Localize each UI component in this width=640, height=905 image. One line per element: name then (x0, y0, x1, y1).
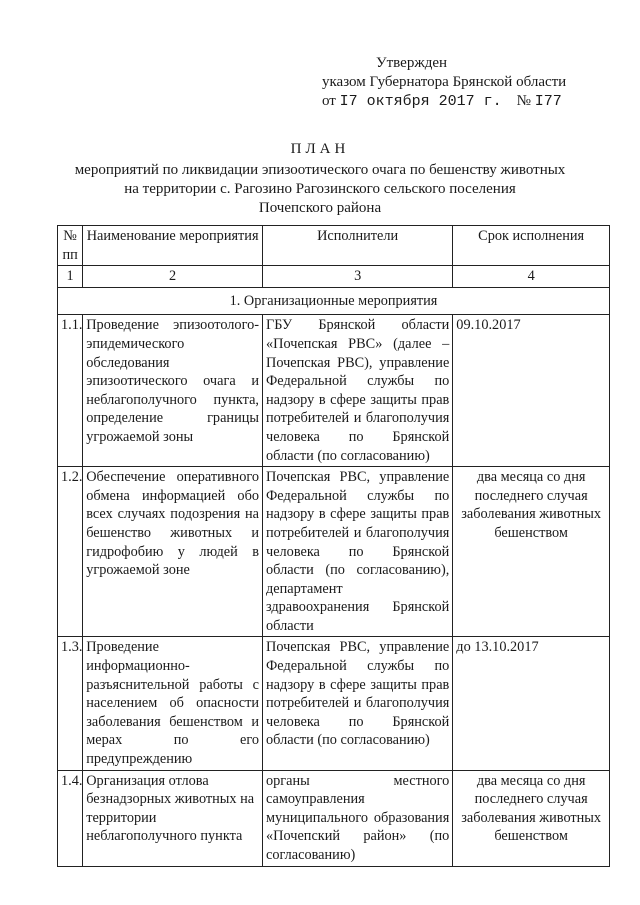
row-number: 1.2. (58, 467, 83, 637)
row-deadline: два месяца со дня последнего случая заболевания животных бешенством (453, 770, 610, 866)
table-row (58, 467, 610, 637)
section-title: 1. Организационные мероприятия (58, 287, 610, 315)
table-row (58, 637, 610, 770)
section-row (58, 287, 610, 315)
row-name: Обеспечение оперативного обмена информацией обо всех случаях подозрения на бешенство животных и гидрофобию у людей в угрожаемой зоне (83, 467, 263, 637)
plan-heading: ПЛАН (290, 141, 350, 157)
approval-number: I77 (534, 93, 562, 110)
row-deadline: 09.10.2017 (453, 315, 610, 467)
title-line-2: на территории с. Рагозино Рагозинского сельского поселения (124, 181, 516, 197)
header-num: № пп (58, 226, 83, 266)
header-deadline: Срок исполнения (453, 226, 610, 266)
row-executors: ГБУ Брянской области «Почепская РВС» (далее – Почепская РВС), управление Федеральной службы по надзору в сфере защиты прав потребителей и благополучия человека по Брянской области (по согласованию) (263, 315, 453, 467)
approval-date-line (322, 92, 622, 111)
approval-decree: указом Губернатора Брянской области (322, 74, 567, 90)
row-executors: Почепская РВС, управление Федеральной службы по надзору в сфере защиты прав потребителей и благополучия человека по Брянской области (по согласованию), департамент здравоохранения Брянской области (263, 467, 453, 637)
row-name: Организация отлова безнадзорных животных на территории неблагополучного пункта (83, 770, 263, 866)
header-executors: Исполнители (263, 226, 453, 266)
row-number: 1.3. (58, 637, 83, 770)
column-index-row (58, 266, 610, 288)
table-row (58, 315, 610, 467)
title-line-3: Почепского района (258, 200, 382, 216)
index-cell: 2 (83, 266, 263, 288)
title-line-1: мероприятий по ликвидации эпизоотического очага по бешенству животных (74, 162, 566, 178)
table-header-row (58, 226, 610, 266)
index-cell: 3 (263, 266, 453, 288)
row-name: Проведение эпизоотолого-эпидемического обследования эпизоотического очага и неблагополучного пункта, определение границы угрожаемой зоны (83, 315, 263, 467)
approval-number-label: № (516, 93, 535, 109)
row-executors: Почепская РВС, управление Федеральной службы по надзору в сфере защиты прав потребителей и благополучия человека по Брянской области (по согласованию) (263, 637, 453, 770)
row-executors: органы местного самоуправления муниципального образования «Почепский район» (по согласованию) (263, 770, 453, 866)
index-cell: 1 (58, 266, 83, 288)
approval-date-prefix: от (322, 93, 340, 109)
document-title (0, 140, 640, 218)
header-name: Наименование мероприятия (83, 226, 263, 266)
row-name: Проведение информационно-разъяснительной работы с населением об опасности заболевания бешенством и мерах по его предупреждению (83, 637, 263, 770)
plan-table (57, 225, 610, 867)
approval-date: I7 октября 2017 г. (339, 93, 502, 110)
row-deadline: до 13.10.2017 (453, 637, 610, 770)
row-deadline: два месяца со дня последнего случая заболевания животных бешенством (453, 467, 610, 637)
approval-block (322, 54, 622, 111)
table-row (58, 770, 610, 866)
row-number: 1.1. (58, 315, 83, 467)
row-number: 1.4. (58, 770, 83, 866)
approval-title: Утвержден (376, 55, 448, 71)
index-cell: 4 (453, 266, 610, 288)
